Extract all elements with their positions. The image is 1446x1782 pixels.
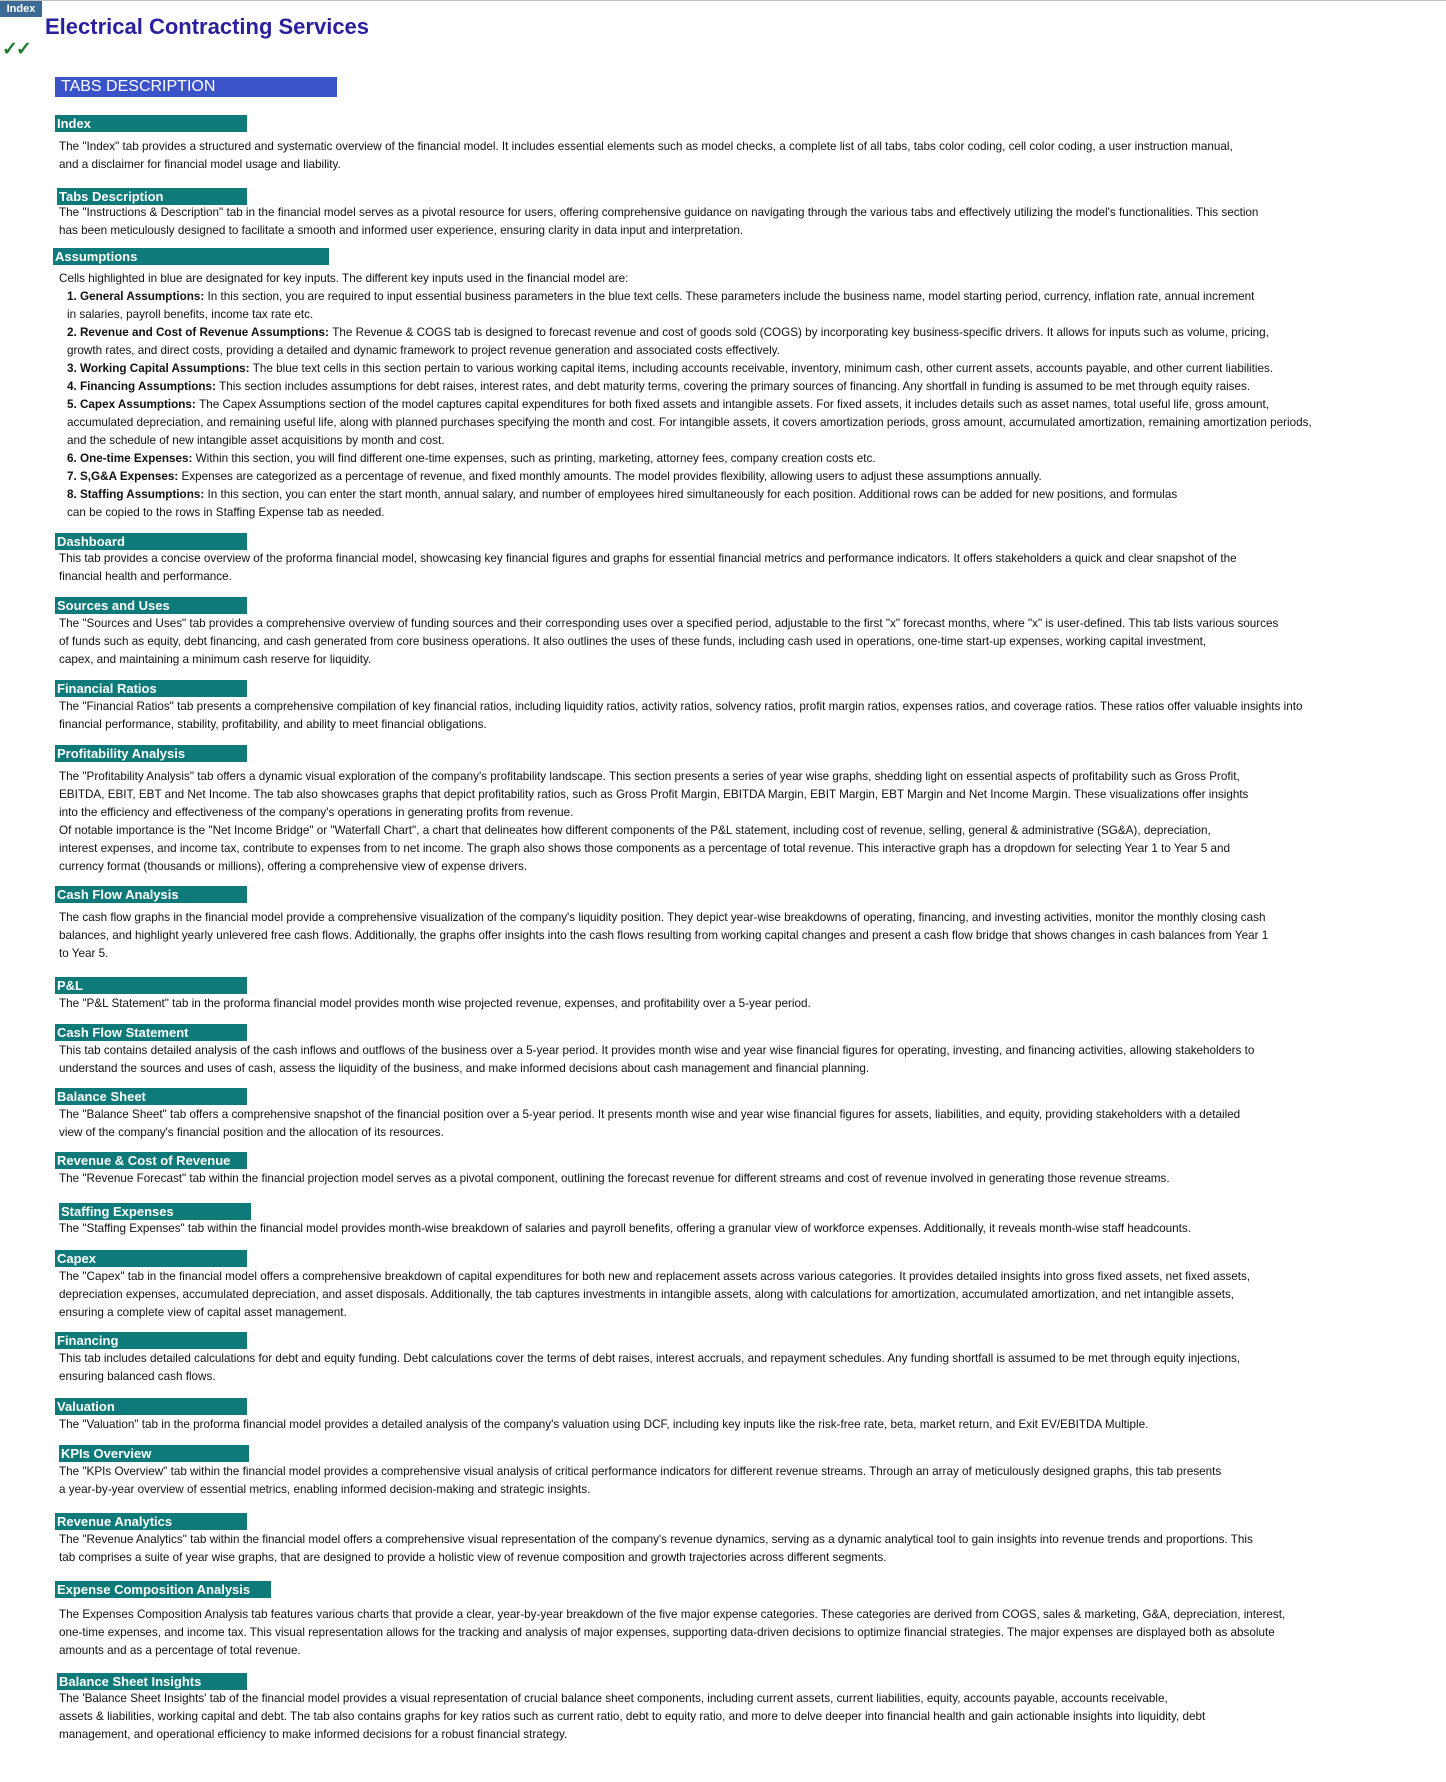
assumption-item-line bbox=[59, 486, 1389, 504]
assumption-item-label: 1. General Assumptions: bbox=[67, 290, 208, 303]
section-line: interest expenses, and income tax, contribute to expenses from to net income. The graph also shows those components as a percentage of total revenue. This interactive graph has a dropdown for selecting Year 1 to Year 5 and bbox=[59, 842, 1230, 855]
section-line: The "KPIs Overview" tab within the financial model provides a comprehensive visual analysis of critical performance indicators for different revenue streams. Through an array of meticulously designed graphs, this tab presents bbox=[59, 1465, 1222, 1478]
section-header-assumptions: Assumptions bbox=[53, 248, 329, 265]
section-header-revenue-cost-of-revenue: Revenue & Cost of Revenue bbox=[55, 1152, 247, 1169]
section-header-capex: Capex bbox=[55, 1250, 247, 1267]
section-line: This tab includes detailed calculations for debt and equity funding. Debt calculations cover the terms of debt raises, interest accruals, and repayment schedules. Any funding shortfall is assumed to be met through equity injections, bbox=[59, 1352, 1241, 1365]
section-line: The "Capex" tab in the financial model offers a comprehensive breakdown of capital expenditures for both new and replacement assets across various categories. It provides detailed insights into gross fixed assets, net fixed assets, bbox=[59, 1270, 1251, 1283]
section-body-index bbox=[59, 138, 1389, 174]
section-header-balance-sheet: Balance Sheet bbox=[55, 1088, 247, 1105]
section-line: EBITDA, EBIT, EBT and Net Income. The tab also showcases graphs that depict profitability ratios, such as Gross Profit Margin, EBITDA Margin, EBIT Margin, EBT Margin and Net Income Margin. These visualizations offer insights bbox=[59, 788, 1249, 801]
assumption-item-text: In this section, you are required to input essential business parameters in the blue text cells. These parameters include the business name, model starting period, currency, inflation rate, annual increment bbox=[207, 290, 1255, 303]
section-line: Of notable importance is the "Net Income Bridge" or "Waterfall Chart", a chart that delineates how different components of the P&L statement, including cost of revenue, selling, general & administrative (SG&A), depreciation, bbox=[59, 824, 1211, 837]
section-body-assumptions bbox=[59, 270, 1389, 522]
section-line: amounts and as a percentage of total revenue. bbox=[59, 1644, 301, 1657]
section-line: This tab contains detailed analysis of the cash inflows and outflows of the business over a 5-year period. It provides month wise and year wise financial figures for operating, investing, and financing activities, allowing stakeholders to bbox=[59, 1044, 1255, 1057]
section-header-expense-composition-analysis: Expense Composition Analysis bbox=[55, 1581, 271, 1598]
section-body-profitability-analysis bbox=[59, 768, 1389, 876]
section-header-valuation: Valuation bbox=[55, 1398, 247, 1415]
section-line: currency format (thousands or millions), offering a comprehensive view of expense drivers. bbox=[59, 860, 528, 873]
section-header-balance-sheet-insights: Balance Sheet Insights bbox=[57, 1673, 247, 1690]
section-line: The cash flow graphs in the financial model provide a comprehensive visualization of the company's liquidity position. They depict year-wise breakdowns of operating, financing, and investing activities, monitor the monthly closing cash bbox=[59, 911, 1266, 924]
section-line: The "Valuation" tab in the proforma financial model provides a detailed analysis of the company's valuation using DCF, including key inputs like the risk-free rate, beta, market return, and Exit EV/EBITDA Multiple. bbox=[59, 1418, 1149, 1431]
section-line: view of the company's financial position and the allocation of its resources. bbox=[59, 1126, 444, 1139]
page-title: Electrical Contracting Services bbox=[45, 14, 370, 39]
section-line: The "Sources and Uses" tab provides a comprehensive overview of funding sources and their corresponding uses over a specified period, adjustable to the first "x" forecast months, where "x" is user-defined. This tab lists various sources bbox=[59, 617, 1279, 630]
assumption-item-label: 4. Financing Assumptions: bbox=[67, 380, 220, 393]
assumption-item-text: in salaries, payroll benefits, income tax rate etc. bbox=[67, 308, 314, 321]
section-body-balance-sheet bbox=[59, 1106, 1389, 1142]
section-header-revenue-analytics: Revenue Analytics bbox=[55, 1513, 247, 1530]
section-line: The "Index" tab provides a structured and systematic overview of the financial model. It includes essential elements such as model checks, a complete list of all tabs, tabs color coding, cell color coding, a user instruction manual, bbox=[59, 140, 1233, 153]
section-line: The "Revenue Analytics" tab within the financial model offers a comprehensive visual representation of the company's revenue dynamics, serving as a dynamic analytical tool to gain insights into revenue trends and proportions. This bbox=[59, 1533, 1253, 1546]
section-body-kpis-overview bbox=[59, 1463, 1389, 1499]
section-body-cash-flow-analysis bbox=[59, 909, 1389, 963]
section-line: of funds such as equity, debt financing, and cash generated from core business operations. It also outlines the uses of these funds, including cash used in operations, one-time start-up expenses, working capital investment, bbox=[59, 635, 1207, 648]
section-body-tabs-description bbox=[59, 204, 1389, 240]
section-body-cash-flow-statement bbox=[59, 1042, 1389, 1078]
section-line: The "Profitability Analysis" tab offers a dynamic visual exploration of the company's profitability landscape. This section presents a series of year wise graphs, shedding light on essential aspects of profitability such as Gross Profit, bbox=[59, 770, 1240, 783]
assumption-item-line bbox=[59, 324, 1389, 342]
assumption-item-text: accumulated depreciation, and remaining useful life, along with planned purchases specifying the month and cost. For intangible assets, it covers amortization periods, gross amount, accumulated amortization, remaining amortization periods, bbox=[67, 416, 1312, 429]
section-header-financial-ratios: Financial Ratios bbox=[55, 680, 247, 697]
section-header-sources-and-uses: Sources and Uses bbox=[55, 597, 247, 614]
section-header-pl: P&L bbox=[55, 977, 247, 994]
assumption-item-text: The blue text cells in this section pertain to various working capital items, including accounts receivable, inventory, minimum cash, other current assets, accounts payable, and other current liabilities. bbox=[252, 362, 1274, 375]
assumption-item-line bbox=[59, 468, 1389, 486]
section-body-expense-composition-analysis bbox=[59, 1606, 1389, 1660]
top-border bbox=[0, 0, 1446, 1]
section-line: The "Instructions & Description" tab in the financial model serves as a pivotal resource for users, offering comprehensive guidance on navigating through the various tabs and effectively utilizing the model's functionalities. This section bbox=[59, 206, 1259, 219]
section-body-staffing-expenses bbox=[59, 1220, 1389, 1238]
section-body-balance-sheet-insights bbox=[59, 1690, 1389, 1744]
section-line: The 'Balance Sheet Insights' tab of the financial model provides a visual representation of crucial balance sheet components, including current assets, current liabilities, equity, accounts payable, accounts receivable, bbox=[59, 1692, 1168, 1705]
section-line: The "P&L Statement" tab in the proforma financial model provides month wise projected revenue, expenses, and profitability over a 5-year period. bbox=[59, 997, 811, 1010]
assumption-item-line bbox=[59, 342, 1389, 360]
assumption-item-text: can be copied to the rows in Staffing Expense tab as needed. bbox=[67, 506, 385, 519]
section-header-index: Index bbox=[55, 115, 247, 132]
assumption-item-label: 3. Working Capital Assumptions: bbox=[67, 362, 253, 375]
assumption-item-line bbox=[59, 396, 1389, 414]
section-header-dashboard: Dashboard bbox=[55, 533, 247, 550]
model-check-icon: ✓✓ bbox=[2, 39, 30, 60]
assumption-item-line bbox=[59, 360, 1389, 378]
section-line: to Year 5. bbox=[59, 947, 109, 960]
assumption-item-text: The Capex Assumptions section of the model captures capital expenditures for both fixed assets and intangible assets. For fixed assets, it includes details such as asset names, total useful life, gross amount, bbox=[199, 398, 1270, 411]
section-line: This tab provides a concise overview of the proforma financial model, showcasing key financial figures and graphs for essential financial metrics and performance indicators. It offers stakeholders a quick and clear snapshot of the bbox=[59, 552, 1237, 565]
section-line: The Expenses Composition Analysis tab features various charts that provide a clear, year-by-year breakdown of the five major expense categories. These categories are derived from COGS, sales & marketing, G&A, depreciation, interest, bbox=[59, 1608, 1286, 1621]
section-header-tabs-description: Tabs Description bbox=[57, 188, 247, 205]
section-line: assets & liabilities, working capital and debt. The tab also contains graphs for key ratios such as current ratio, debt to equity ratio, and more to delve deeper into financial health and gain actionable insights into liquidity, debt bbox=[59, 1710, 1206, 1723]
assumption-item-text: Within this section, you will find different one-time expenses, such as printing, marketing, attorney fees, company creation costs etc. bbox=[195, 452, 876, 465]
section-body-valuation bbox=[59, 1416, 1389, 1434]
section-header-kpis-overview: KPIs Overview bbox=[59, 1445, 249, 1462]
assumption-item-line bbox=[59, 288, 1389, 306]
section-line: one-time expenses, and income tax. This visual representation allows for the tracking and analysis of major expenses, supporting data-driven decisions to optimize financial strategies. The major expenses are displayed both as absolute bbox=[59, 1626, 1275, 1639]
section-header-profitability-analysis: Profitability Analysis bbox=[55, 745, 247, 762]
section-body-financial-ratios bbox=[59, 698, 1389, 734]
section-line: management, and operational efficiency to make informed decisions for a robust financial strategy. bbox=[59, 1728, 568, 1741]
tabs-description-header: TABS DESCRIPTION bbox=[55, 77, 337, 97]
assumption-item-text: In this section, you can enter the start month, annual salary, and number of employees hired simultaneously for each position. Additional rows can be added for new positions, and formulas bbox=[207, 488, 1178, 501]
section-line: financial performance, stability, profitability, and ability to meet financial obligations. bbox=[59, 718, 487, 731]
section-line: The "Staffing Expenses" tab within the financial model provides month-wise breakdown of salaries and payroll benefits, offering a granular view of workforce expenses. Additionally, it reveals month-wise staff headcounts. bbox=[59, 1222, 1191, 1235]
section-body-revenue-analytics bbox=[59, 1531, 1389, 1567]
section-line: a year-by-year overview of essential metrics, enabling informed decision-making and strategic insights. bbox=[59, 1483, 591, 1496]
section-line: The "Financial Ratios" tab presents a comprehensive compilation of key financial ratios, including liquidity ratios, activity ratios, solvency ratios, profit margin ratios, expenses ratios, and coverage ratios. These ratios offer valuable insights into bbox=[59, 700, 1303, 713]
section-line: ensuring a complete view of capital asset management. bbox=[59, 1306, 347, 1319]
assumption-item-label: 2. Revenue and Cost of Revenue Assumptions: bbox=[67, 326, 333, 339]
section-line: The "Revenue Forecast" tab within the financial projection model serves as a pivotal component, outlining the forecast revenue for different streams and cost of revenue involved in generating those revenue streams. bbox=[59, 1172, 1170, 1185]
assumption-item-text: Expenses are categorized as a percentage of revenue, and fixed monthly amounts. The model provides flexibility, allowing users to adjust these assumptions annually. bbox=[181, 470, 1042, 483]
section-body-dashboard bbox=[59, 550, 1389, 586]
index-button[interactable]: Index bbox=[0, 1, 42, 17]
assumption-item-line bbox=[59, 306, 1389, 324]
section-body-pl bbox=[59, 995, 1389, 1013]
section-header-cash-flow-analysis: Cash Flow Analysis bbox=[55, 886, 247, 903]
section-line: balances, and highlight yearly unlevered free cash flows. Additionally, the graphs offer insights into the cash flows resulting from working capital changes and present a cash flow bridge that shows changes in cash balances from Year 1 bbox=[59, 929, 1269, 942]
section-line: depreciation expenses, accumulated depreciation, and asset disposals. Additionally, the tab captures investments in intangible assets, along with calculations for amortization, accumulated amortization, and net intangible assets, bbox=[59, 1288, 1235, 1301]
section-line: and a disclaimer for financial model usage and liability. bbox=[59, 158, 341, 171]
section-body-sources-and-uses bbox=[59, 615, 1389, 669]
assumption-item-line bbox=[59, 378, 1389, 396]
assumption-item-text: This section includes assumptions for debt raises, interest rates, and debt maturity terms, covering the primary sources of financing. Any shortfall in funding is assumed to be met through equity raises. bbox=[219, 380, 1251, 393]
section-intro: Cells highlighted in blue are designated for key inputs. The different key inputs used in the financial model are: bbox=[59, 272, 629, 285]
section-header-financing: Financing bbox=[55, 1332, 247, 1349]
assumption-item-text: growth rates, and direct costs, providing a detailed and dynamic framework to project revenue generation and associated costs effectively. bbox=[67, 344, 780, 357]
section-line: into the efficiency and effectiveness of the company's operations in generating profits from revenue. bbox=[59, 806, 574, 819]
section-line: tab comprises a suite of year wise graphs, that are designed to provide a holistic view of revenue composition and growth trajectories across different segments. bbox=[59, 1551, 887, 1564]
assumption-item-text: and the schedule of new intangible asset acquisitions by month and cost. bbox=[67, 434, 445, 447]
section-header-staffing-expenses: Staffing Expenses bbox=[59, 1203, 251, 1220]
assumption-item-line bbox=[59, 504, 1389, 522]
section-line: ensuring balanced cash flows. bbox=[59, 1370, 216, 1383]
section-body-capex bbox=[59, 1268, 1389, 1322]
section-line: has been meticulously designed to facilitate a smooth and informed user experience, ensuring clarity in data input and interpretation. bbox=[59, 224, 744, 237]
assumption-item-line bbox=[59, 414, 1389, 432]
assumption-item-label: 8. Staffing Assumptions: bbox=[67, 488, 208, 501]
section-line: understand the sources and uses of cash, assess the liquidity of the business, and make informed decisions about cash management and financial planning. bbox=[59, 1062, 870, 1075]
section-header-cash-flow-statement: Cash Flow Statement bbox=[55, 1024, 247, 1041]
assumption-item-label: 7. S,G&A Expenses: bbox=[67, 470, 182, 483]
section-line: capex, and maintaining a minimum cash reserve for liquidity. bbox=[59, 653, 372, 666]
section-body-revenue-cost-of-revenue bbox=[59, 1170, 1389, 1188]
section-line: financial health and performance. bbox=[59, 570, 232, 583]
assumption-item-label: 5. Capex Assumptions: bbox=[67, 398, 200, 411]
section-line: The "Balance Sheet" tab offers a comprehensive snapshot of the financial position over a 5-year period. It presents month wise and year wise financial figures for assets, liabilities, and equity, providing stakeholders with a detailed bbox=[59, 1108, 1241, 1121]
assumption-item-line bbox=[59, 450, 1389, 468]
assumption-item-line bbox=[59, 432, 1389, 450]
assumption-item-label: 6. One-time Expenses: bbox=[67, 452, 196, 465]
section-body-financing bbox=[59, 1350, 1389, 1386]
assumption-item-text: The Revenue & COGS tab is designed to forecast revenue and cost of goods sold (COGS) by incorporating key business-specific drivers. It allows for inputs such as volume, pricing, bbox=[332, 326, 1269, 339]
